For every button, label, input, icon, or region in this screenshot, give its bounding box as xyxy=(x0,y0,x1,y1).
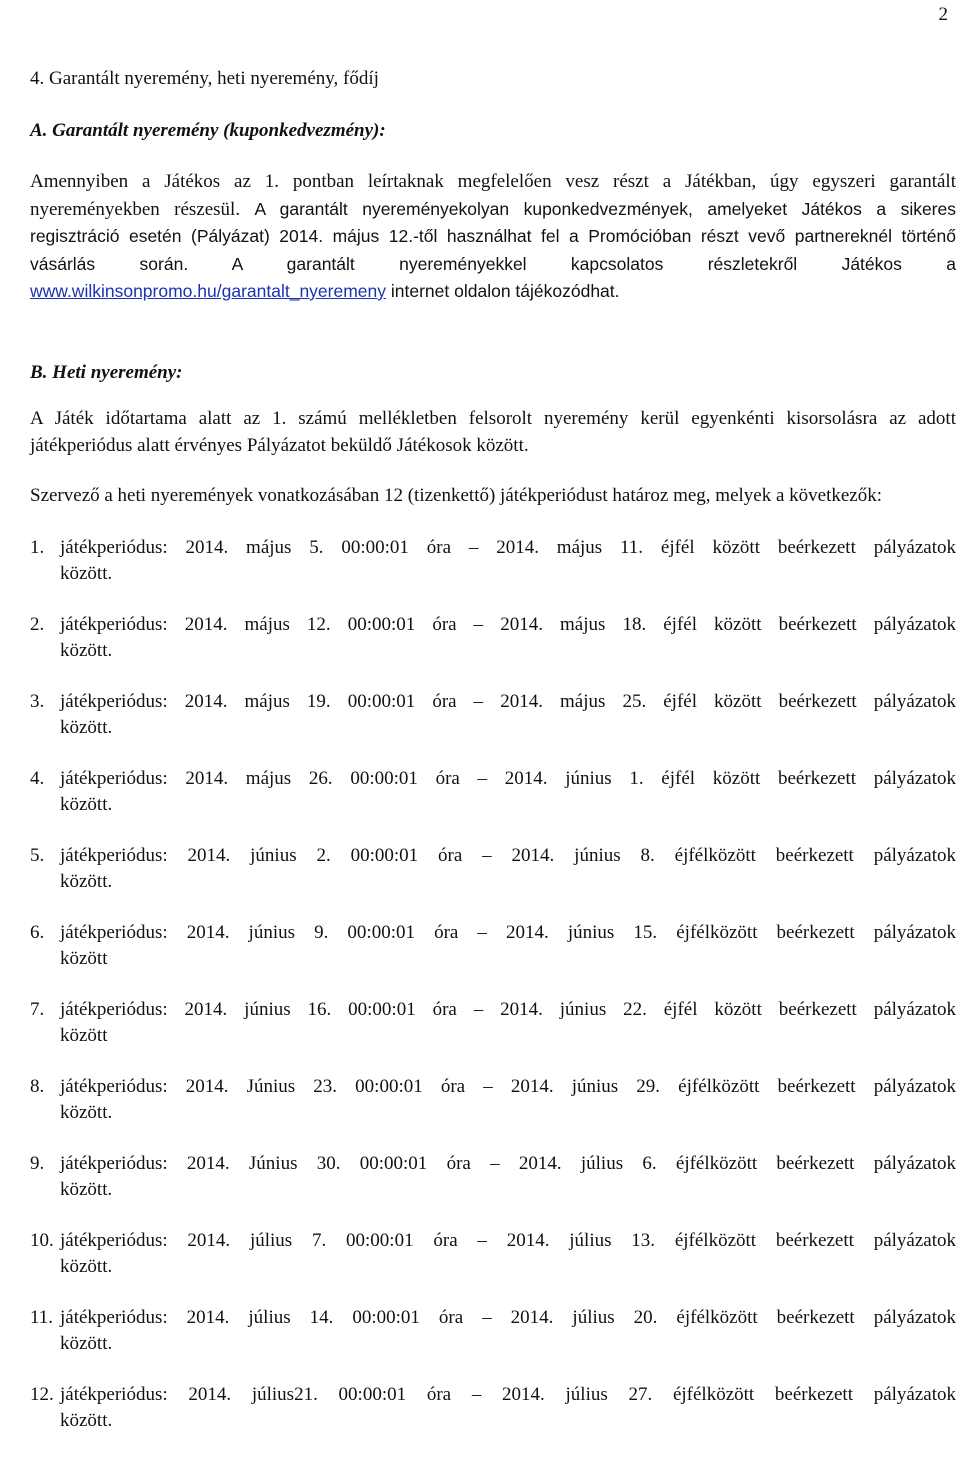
paragraph-guaranteed-prize xyxy=(30,169,956,306)
subsection-a-title: A. Garantált nyeremény (kuponkedvezmény): xyxy=(30,119,386,141)
paragraph-part-2: A garantált nyereményekolyan kuponkedvezmények, amelyeket Játékos a sikeres regisztráció esetén (Pályázat) 2014. május 12.-től használhat fel a Promócióban részt vevő partnereknél történő vásárlás során. A garantált nyereményekkel kapcsolatos részletekről Játékos a xyxy=(30,198,956,274)
period-text: játékperiódus: 2014. Június 30. 00:00:01 óra – 2014. július 6. éjfélközött beérkezett pályázatok xyxy=(60,1152,956,1174)
game-period-list xyxy=(30,535,956,1435)
period-text: játékperiódus: 2014. Június 23. 00:00:01 óra – 2014. június 29. éjfélközött beérkezett pályázatok xyxy=(60,1075,956,1097)
period-number: 12. xyxy=(30,1383,54,1405)
period-text: játékperiódus: 2014. május 26. 00:00:01 óra – 2014. június 1. éjfél között beérkezett pályázatok xyxy=(60,767,956,789)
page-number: 2 xyxy=(938,4,948,25)
list-item xyxy=(30,997,956,1050)
paragraph-game-periods-intro: Szervező a heti nyeremények vonatkozásában 12 (tizenkettő) játékperiódust határoz meg, melyek a következők: xyxy=(30,485,883,506)
period-text-tail: között. xyxy=(60,1256,113,1277)
period-body xyxy=(60,612,956,665)
period-number: 3. xyxy=(30,690,45,712)
period-text-tail: között. xyxy=(60,717,113,738)
period-number: 8. xyxy=(30,1075,45,1097)
period-number: 6. xyxy=(30,921,45,943)
period-text-tail: között xyxy=(60,1025,108,1046)
period-body xyxy=(60,1382,956,1435)
period-text-tail: között. xyxy=(60,1179,113,1200)
period-text: játékperiódus: 2014. július21. 00:00:01 óra – 2014. július 27. éjfélközött beérkezett pályázatok xyxy=(60,1383,956,1405)
period-text: játékperiódus: 2014. június 9. 00:00:01 óra – 2014. június 15. éjfélközött beérkezett pályázatok xyxy=(60,921,956,943)
period-text-tail: között. xyxy=(60,794,113,815)
period-number: 1. xyxy=(30,536,45,558)
paragraph-part-1: Amennyiben a Játékos az 1. pontban leírtaknak megfelelően vesz részt a Játékban, úgy egyszeri garantált nyereményekben részesül. xyxy=(30,171,956,220)
period-number: 2. xyxy=(30,613,45,635)
list-item xyxy=(30,1228,956,1281)
paragraph-part-3: internet oldalon tájékozódhat. xyxy=(386,281,620,301)
list-item xyxy=(30,843,956,896)
period-number: 10. xyxy=(30,1229,54,1251)
period-body xyxy=(60,843,956,896)
period-text-tail: között. xyxy=(60,1410,113,1431)
promo-link[interactable]: www.wilkinsonpromo.hu/garantalt_nyeremeny xyxy=(30,281,387,301)
period-body xyxy=(60,920,956,973)
period-number: 9. xyxy=(30,1152,45,1174)
list-item xyxy=(30,612,956,665)
list-item xyxy=(30,1305,956,1358)
document-body xyxy=(30,66,956,1459)
period-body xyxy=(60,1151,956,1204)
period-text-tail: között xyxy=(60,948,108,969)
period-number: 4. xyxy=(30,767,45,789)
period-text-tail: között. xyxy=(60,1102,113,1123)
period-text-tail: között. xyxy=(60,563,113,584)
section-heading: 4. Garantált nyeremény, heti nyeremény, fődíj xyxy=(30,68,379,89)
period-body xyxy=(60,1074,956,1127)
period-text-tail: között. xyxy=(60,640,113,661)
period-text: játékperiódus: 2014. június 2. 00:00:01 óra – 2014. június 8. éjfélközött beérkezett pályázatok xyxy=(60,844,956,866)
list-item xyxy=(30,920,956,973)
period-body xyxy=(60,689,956,742)
list-item xyxy=(30,535,956,588)
period-body xyxy=(60,997,956,1050)
period-text-tail: között. xyxy=(60,871,113,892)
paragraph-weekly-draw: A Játék időtartama alatt az 1. számú mellékletben felsorolt nyeremény kerül egyenkénti kisorsolásra az adott játékperiódus alatt érvényes Pályázatot beküldő Játékosok között. xyxy=(30,408,956,456)
period-number: 5. xyxy=(30,844,45,866)
period-body xyxy=(60,1305,956,1358)
period-number: 7. xyxy=(30,998,45,1020)
period-body xyxy=(60,1228,956,1281)
period-body xyxy=(60,766,956,819)
period-body xyxy=(60,535,956,588)
period-text-tail: között. xyxy=(60,1333,113,1354)
list-item xyxy=(30,689,956,742)
list-item xyxy=(30,766,956,819)
period-text: játékperiódus: 2014. május 12. 00:00:01 óra – 2014. május 18. éjfél között beérkezett pályázatok xyxy=(60,613,956,635)
period-text: játékperiódus: 2014. június 16. 00:00:01 óra – 2014. június 22. éjfél között beérkezett pályázatok xyxy=(60,998,956,1020)
period-text: játékperiódus: 2014. május 19. 00:00:01 óra – 2014. május 25. éjfél között beérkezett pályázatok xyxy=(60,690,956,712)
period-text: játékperiódus: 2014. május 5. 00:00:01 óra – 2014. május 11. éjfél között beérkezett pályázatok xyxy=(60,536,956,558)
list-item xyxy=(30,1074,956,1127)
list-item xyxy=(30,1382,956,1435)
period-text: játékperiódus: 2014. július 14. 00:00:01 óra – 2014. július 20. éjfélközött beérkezett pályázatok xyxy=(60,1306,956,1328)
subsection-b-title: B. Heti nyeremény: xyxy=(30,361,183,383)
period-number: 11. xyxy=(30,1306,54,1328)
period-text: játékperiódus: 2014. július 7. 00:00:01 óra – 2014. július 13. éjfélközött beérkezett pályázatok xyxy=(60,1229,956,1251)
list-item xyxy=(30,1151,956,1204)
